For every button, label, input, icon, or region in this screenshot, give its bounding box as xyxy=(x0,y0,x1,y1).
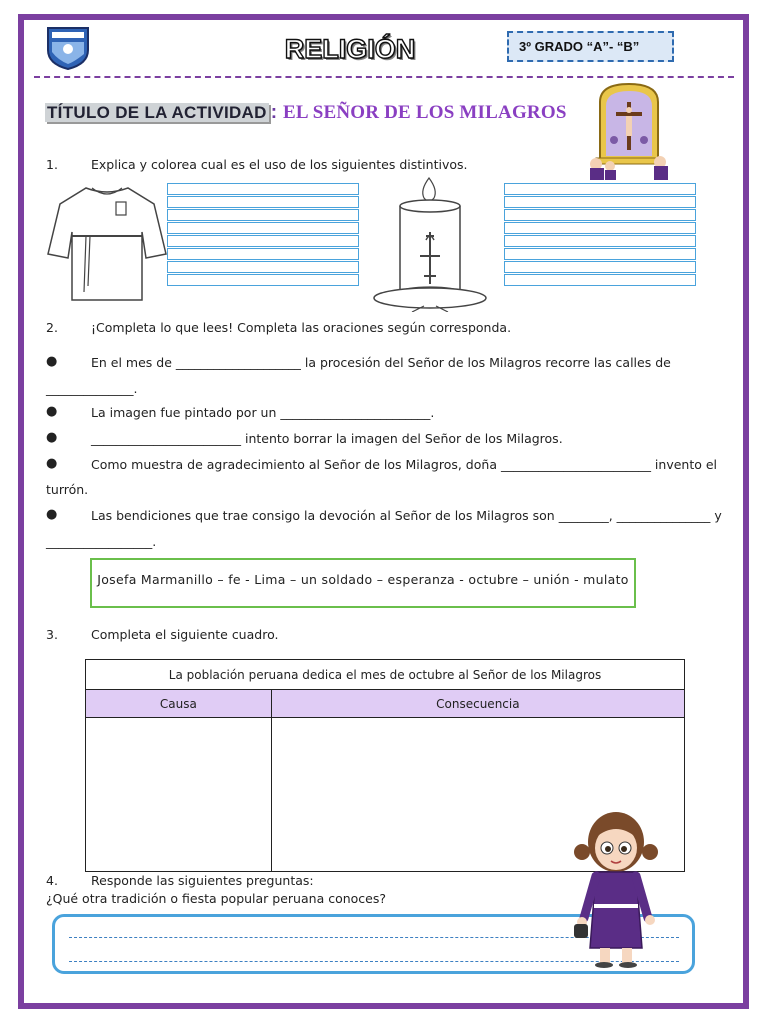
activity-colon: : xyxy=(270,102,278,123)
question-4-number: 4. xyxy=(46,873,58,888)
question-1-text: Explica y colorea cual es el uso de los siguientes distintivos. xyxy=(91,157,468,172)
word-bank: Josefa Marmanillo – fe - Lima – un soldado – esperanza - octubre – unión - mulato xyxy=(90,558,636,608)
sentence-text: ________________________ intento borrar la imagen del Señor de los Milagros. xyxy=(91,431,563,446)
tunic-answer-lines[interactable] xyxy=(167,183,359,287)
subject-title: RELIGIÓN xyxy=(284,34,416,64)
question-4-text: Responde las siguientes preguntas: xyxy=(91,873,314,888)
question-3-number: 3. xyxy=(46,627,58,642)
candle-answer-lines[interactable] xyxy=(504,183,696,287)
sentence-continuation: ______________. xyxy=(46,381,138,396)
bullet-icon: ● xyxy=(46,456,58,471)
question-4-prompt: ¿Qué otra tradición o fiesta popular peruana conoces? xyxy=(46,891,386,906)
sentence-continuation: _________________. xyxy=(46,534,157,549)
bullet-icon: ● xyxy=(46,354,58,369)
question-2-text: ¡Completa lo que lees! Completa las oraciones según corresponda. xyxy=(91,320,512,335)
sentence-text: Las bendiciones que trae consigo la devoción al Señor de los Milagros son ________, _______________ y xyxy=(91,508,722,523)
sentence-text: En el mes de ____________________ la procesión del Señor de los Milagros recorre las calles de xyxy=(91,355,671,370)
sentence-continuation: turrón. xyxy=(46,482,89,497)
bullet-icon: ● xyxy=(46,507,58,522)
sentence-text: La imagen fue pintado por un ________________________. xyxy=(91,405,435,420)
activity-title xyxy=(45,102,567,124)
bullet-icon: ● xyxy=(46,430,58,445)
table-title: La población peruana dedica el mes de octubre al Señor de los Milagros xyxy=(86,660,685,690)
senor-de-los-milagros-image xyxy=(586,80,672,180)
causa-answer-cell[interactable] xyxy=(86,718,272,872)
bullet-icon: ● xyxy=(46,404,58,419)
candle-drawing xyxy=(372,176,490,312)
question-3-text: Completa el siguiente cuadro. xyxy=(91,627,279,642)
header-divider xyxy=(34,76,734,78)
sentence-text: Como muestra de agradecimiento al Señor de los Milagros, doña ________________________ invento el xyxy=(91,457,718,472)
question-2-number: 2. xyxy=(46,320,58,335)
column-header-consecuencia: Consecuencia xyxy=(271,690,684,718)
girl-illustration xyxy=(566,808,666,968)
grade-box: 3º GRADO “A”- “B” xyxy=(507,31,674,62)
question-1-number: 1. xyxy=(46,157,58,172)
tunic-drawing xyxy=(46,182,168,306)
column-header-causa: Causa xyxy=(86,690,272,718)
activity-label: TÍTULO DE LA ACTIVIDAD xyxy=(47,103,267,122)
activity-name: EL SEÑOR DE LOS MILAGROS xyxy=(283,102,567,123)
